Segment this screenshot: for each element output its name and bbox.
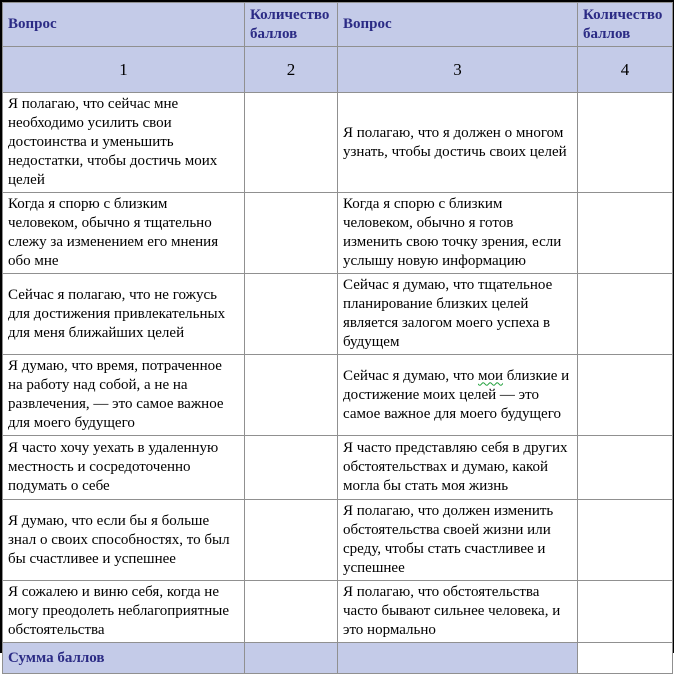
score-cell[interactable] [578,274,673,355]
question-cell: Я полагаю, что сейчас мне необходимо усилить свои достоинства и уменьшить недостатки, чтобы достичь моих целей [3,93,245,193]
question-cell: Я часто представляю себя в других обстоятельствах и думаю, какой могла бы стать моя жизнь [338,436,578,500]
sum-score-cell[interactable] [578,643,673,674]
question-cell: Когда я спорю с близким человеком, обычно я готов изменить свою точку зрения, если услышу новую информацию [338,193,578,274]
column-number-2: 2 [245,47,338,93]
header-question-2: Вопрос [338,3,578,47]
question-cell: Я думаю, что если бы я больше знал о своих способностях, то был бы счастливее и успешнее [3,500,245,581]
header-score-2: Количество баллов [578,3,673,47]
question-cell [338,355,578,436]
question-cell: Я полагаю, что должен изменить обстоятельства своей жизни или среду, чтобы стать счастливее и успешнее [338,500,578,581]
question-cell: Я часто хочу уехать в удаленную местность и сосредоточенно подумать о себе [3,436,245,500]
question-cell: Когда я спорю с близким человеком, обычно я тщательно слежу за изменением его мнения обо мне [3,193,245,274]
header-row [3,3,673,47]
score-cell[interactable] [245,93,338,193]
question-cell: Я полагаю, что обстоятельства часто бывают сильнее человека, и это нормально [338,581,578,643]
sum-row [3,643,673,674]
score-cell[interactable] [245,274,338,355]
score-cell[interactable] [578,500,673,581]
question-cell: Я думаю, что время, потраченное на работу над собой, а не на развлечения, — это самое важное для моего будущего [3,355,245,436]
header-score-1: Количество баллов [245,3,338,47]
question-cell: Я полагаю, что я должен о многом узнать, чтобы достичь своих целей [338,93,578,193]
table-row [3,436,673,500]
score-cell[interactable] [578,436,673,500]
score-cell[interactable] [245,500,338,581]
column-number-4: 4 [578,47,673,93]
score-cell[interactable] [578,355,673,436]
column-number-1: 1 [3,47,245,93]
table-row [3,581,673,643]
table-row [3,93,673,193]
score-cell[interactable] [578,581,673,643]
column-numbers-row [3,47,673,93]
score-cell[interactable] [245,436,338,500]
score-cell[interactable] [245,193,338,274]
score-cell[interactable] [578,193,673,274]
score-table [2,2,673,674]
sum-label: Сумма баллов [3,643,245,674]
table-row [3,274,673,355]
table-row [3,193,673,274]
score-cell[interactable] [245,355,338,436]
table-row [3,500,673,581]
question-cell: Я сожалею и виню себя, когда не могу преодолеть неблагоприятные обстоятельства [3,581,245,643]
question-cell: Сейчас я думаю, что тщательное планирование близких целей является залогом моего успеха в будущем [338,274,578,355]
question-cell: Сейчас я полагаю, что не гожусь для достижения привлекательных для меня ближайших целей [3,274,245,355]
misspelled-word: мои [477,367,504,384]
score-cell[interactable] [245,581,338,643]
column-number-3: 3 [338,47,578,93]
table-row [3,355,673,436]
sum-score-cell[interactable] [245,643,338,674]
header-question-1: Вопрос [3,3,245,47]
score-cell[interactable] [578,93,673,193]
sum-spacer-cell [338,643,578,674]
question-text: Сейчас я думаю, что [343,367,478,384]
question-text: близкие и достижение моих целей — это самое важное для моего будущего [343,367,570,422]
